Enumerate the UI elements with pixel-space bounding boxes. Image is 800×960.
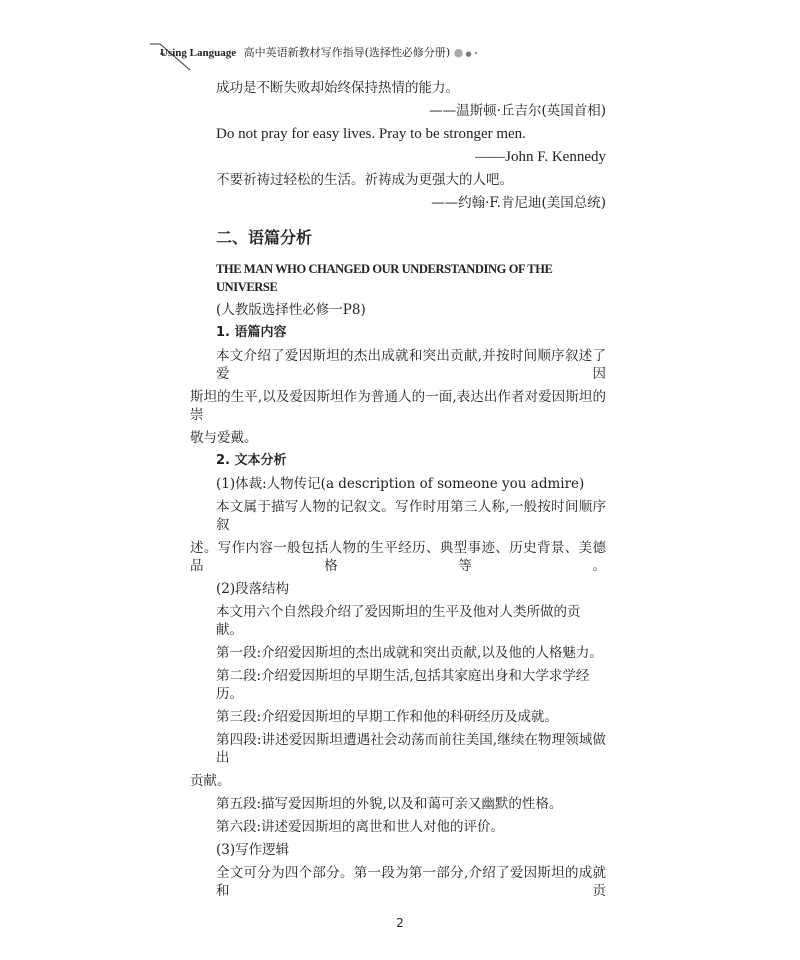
paragraph-line: 第三段:介绍爱因斯坦的早期工作和他的科研经历及成就。 [216,708,559,725]
section-heading: 二、语篇分析 [216,227,313,247]
subheading: 1. 语篇内容 [216,324,287,340]
paragraph-line: 第二段:介绍爱因斯坦的早期生活,包括其家庭出身和大学求学经历。 [216,667,590,702]
paragraph-line: 本文介绍了爱因斯坦的杰出成就和突出贡献,并按时间顺序叙述了爱因 [216,347,606,382]
paragraph-line: 贡献。 [190,772,231,789]
subheading: 2. 文本分析 [216,452,287,468]
item-heading: (1)体裁:人物传记(a description of someone you admire) [216,475,585,492]
quote-text: Do not pray for easy lives. Pray to be stronger men. [216,125,526,142]
paragraph-line: 全文可分为四个部分。第一段为第一部分,介绍了爱因斯坦的成就和贡 [216,864,606,899]
article-source: (人教版选择性必修一P8) [216,301,366,318]
paragraph-line: 第一段:介绍爱因斯坦的杰出成就和突出贡献,以及他的人格魅力。 [216,644,603,661]
paragraph-line: 本文属于描写人物的记叙文。写作时用第三人称,一般按时间顺序叙 [216,498,606,533]
paragraph-line: 敬与爱戴。 [190,429,258,446]
paragraph-line: 述。写作内容一般包括人物的生平经历、典型事迹、历史背景、美德品格等。 [190,539,606,574]
running-header: Using Language 高中英语新教材写作指导(选择性必修分册) ● ● • [160,46,478,59]
quote-author: ——John F. Kennedy [475,148,606,165]
page-number: 2 [396,916,404,930]
paragraph-line: 第六段:讲述爱因斯坦的离世和世人对他的评价。 [216,818,505,835]
item-heading: (2)段落结构 [216,580,290,597]
quote-author: ——温斯顿·丘吉尔(英国首相) [429,102,606,119]
series-name: Using Language [160,47,237,59]
book-title: 高中英语新教材写作指导(选择性必修分册) [243,46,451,59]
paragraph-line: 第五段:描写爱因斯坦的外貌,以及和蔼可亲又幽默的性格。 [216,795,563,812]
article-title: THE MAN WHO CHANGED OUR UNDERSTANDING OF THE UNIVERSE [216,261,553,294]
quote-author: ——约翰·F.肯尼迪(美国总统) [431,194,606,211]
paragraph-line: 第四段:讲述爱因斯坦遭遇社会动荡而前往美国,继续在物理领域做出 [216,731,606,766]
quote-text: 成功是不断失败却始终保持热情的能力。 [216,79,459,96]
dots-decoration: ● [453,46,464,59]
paragraph-line: 本文用六个自然段介绍了爱因斯坦的生平及他对人类所做的贡献。 [216,603,581,638]
quote-text: 不要祈祷过轻松的生活。祈祷成为更强大的人吧。 [216,171,513,188]
item-heading: (3)写作逻辑 [216,841,290,858]
paragraph-line: 斯坦的生平,以及爱因斯坦作为普通人的一面,表达出作者对爱因斯坦的崇 [190,388,606,423]
